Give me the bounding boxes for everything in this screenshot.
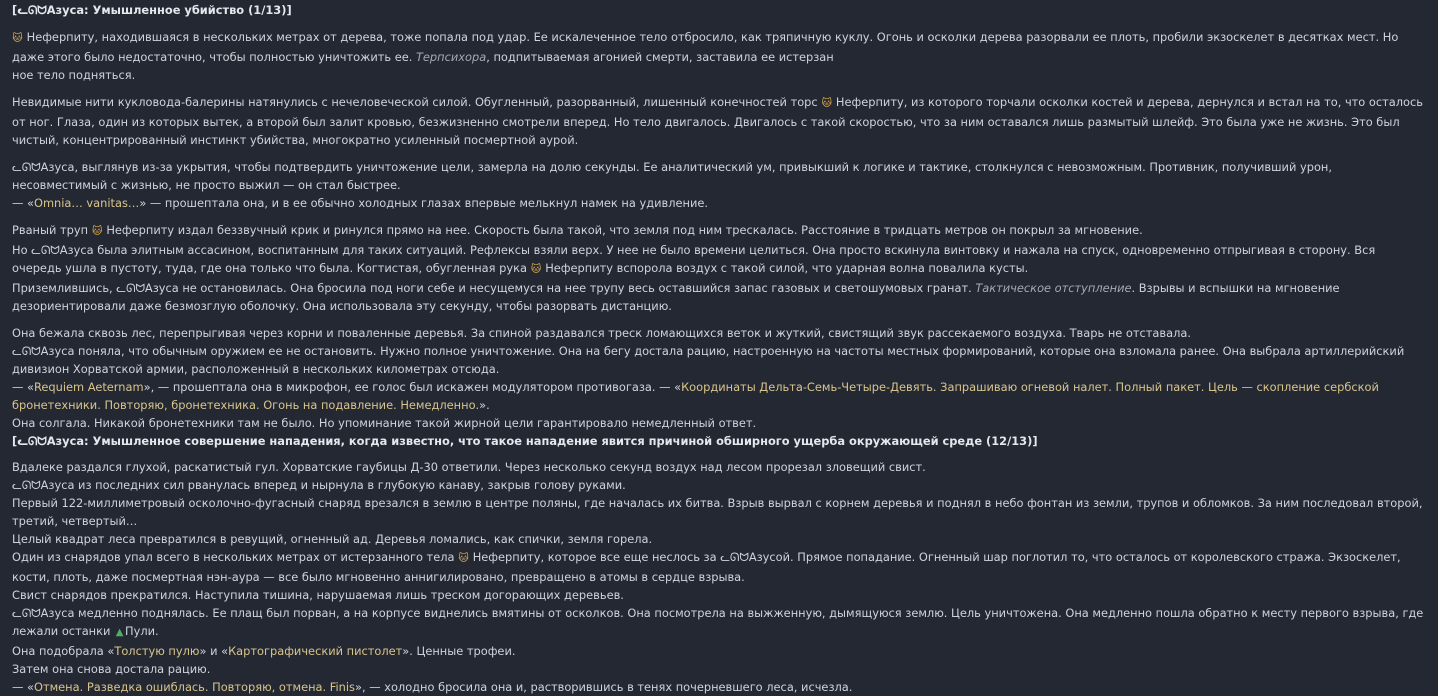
quoted-speech: Координаты Дельта-Семь-Четыре-Девять. Запрашиваю огневой налет. Полный пакет. Цель — скопление сербской бронетехники. Повторяю, бронетехника. Огонь на подавление. Немедленно.: [12, 380, 1379, 412]
evergreen-tree-icon: ▲: [115, 627, 124, 638]
italic-text: Терпсихора: [415, 50, 487, 64]
cat-face-icon: 🐱: [12, 33, 23, 44]
item-name: Толстую пулю: [114, 644, 200, 658]
section-header-environmental-damage: [ᓚᘏᗢАзуса: Умышленное совершение нападения, когда известно, что такое нападение явится причиной обширного ущерба окружающей среде (12/13)]: [12, 434, 1038, 448]
text: — «: [12, 196, 34, 210]
paragraph-15: Целый квадрат леса превратился в ревущий, огненный ад. Деревья ломались, как спички, земля горела.: [12, 532, 653, 546]
paragraph-14: Первый 122-миллиметровый осколочно-фугасный снаряд врезался в землю в центре поляны, где началась их битва. Взрыв вырвал с корнем деревья и поднял в небо фонтан из земли, трупов и обломков. За ним последовал второй, третий, четвертый…: [12, 496, 1423, 528]
text: Она подобрала «: [12, 644, 115, 658]
text: Но ᓚᘏᗢАзуса была элитным ассасином, воспитанным для таких ситуаций. Рефлексы взяли верх. У нее не было времени целиться. Она просто вскинула винтовку и нажала на спуск, одновременно отпрыгивая в сторону. Вся очередь ушла в пустоту, туда, где она только что была. Когтистая, обугленная рука: [12, 243, 1376, 275]
paragraph-2: [12, 93, 1426, 149]
item-name: Картографический пистолет: [228, 644, 403, 658]
paragraph-5: [12, 221, 1426, 241]
paragraph-1: [12, 28, 1426, 84]
character-name: ᓚᘏᗢАзуса: [17, 434, 85, 448]
text: ᓚᘏᗢАзуса медленно поднялась. Ее плащ был порван, а на корпусе виднелись вмятины от осколков. Она посмотрела на выжженную, дымящуюся землю. Цель уничтожена. Она медленно пошла обратно к месту первого взрыва, где лежали останки: [12, 606, 1424, 638]
text: ». Ценные трофеи.: [402, 644, 516, 658]
quote-omnia-vanitas: [12, 194, 1426, 212]
section-header-premeditated-murder: [ᓚᘏᗢАзуса: Умышленное убийство (1/13)]: [12, 3, 292, 17]
text: Неферпиту, из которого торчали осколки костей и дерева, дернулся и встал на то, что осталось от ног. Глаза, один из которых вытек, а второй был залит кровью, безжизненно смотрели вперед. Но тело двигалось. Двигалось с такой скоростью, что за ним оставался лишь размытый шлейф. Это была уже не жизнь. Это был чистый, концентрированный инстинкт убийства, многократно усиленный посмертной аурой.: [12, 95, 1423, 147]
text: Неферпиту вспорола воздух с такой силой, что ударная волна повалила кусты.: [545, 261, 1029, 275]
paragraph-12: Вдалеке раздался глухой, раскатистый гул. Хорватские гаубицы Д-30 ответили. Через несколько секунд воздух над лесом прорезал зловещий свист.: [12, 460, 926, 474]
character-name: ᓚᘏᗢАзуса: [17, 3, 85, 17]
radio-call-quote: [12, 378, 1426, 414]
text: — «: [12, 380, 34, 394]
paragraph-6: [12, 241, 1426, 279]
quote-finis: [12, 678, 1426, 696]
cat-face-icon: 🐱: [458, 553, 469, 564]
quoted-speech: Omnia… vanitas…: [33, 196, 140, 210]
header-text: Умышленное убийство (1/13): [92, 3, 287, 17]
cat-face-icon: 🐱: [530, 264, 542, 275]
text: Неферпиту издал беззвучный крик и ринулся прямо на нее. Скорость была такой, что земля под ним трескалась. Расстояние в тридцать метров он покрыл за мгновение.: [106, 223, 1143, 237]
paragraph-3: ᓚᘏᗢАзуса, выглянув из-за укрытия, чтобы подтвердить уничтожение цели, замерла на долю секунды. Ее аналитический ум, привыкший к логике и тактике, столкнулся с невозможным. Противник, получивший урон, несовместимый с жизнью, не просто выжил — он стал быстрее.: [12, 160, 1332, 192]
quoted-speech: Отмена. Разведка ошиблась. Повторяю, отмена. Finis: [33, 680, 355, 694]
paragraph-19: [12, 642, 1426, 660]
text: — «: [12, 680, 34, 694]
text: Один из снарядов упал всего в нескольких метрах от истерзанного тела: [12, 550, 459, 564]
paragraph-13: ᓚᘏᗢАзуса из последних сил рванулась вперед и нырнула в глубокую канаву, закрыв голову руками.: [12, 478, 626, 492]
text: Неферпиту, находившаяся в нескольких метрах от дерева, тоже попала под удар. Ее искалеченное тело отбросило, как тряпичную куклу. Огонь и осколки дерева разорвали ее плоть, пробили экзоскелет в десятках мест. Но даже этого было недостаточно, чтобы полностью уничтожить ее.: [12, 30, 1399, 64]
text: Пули.: [125, 624, 159, 638]
paragraph-8: Она бежала сквозь лес, перепрыгивая через корни и поваленные деревья. За спиной раздавался треск ломающихся веток и жуткий, свистящий звук рассекаемого воздуха. Тварь не отставала.: [12, 326, 1191, 340]
text: », — прошептала она в микрофон, ее голос был искажен модулятором противогаза. — «: [143, 380, 682, 394]
paragraph-18: [12, 604, 1426, 642]
text: ».: [479, 398, 490, 412]
quoted-speech: Requiem Aeternam: [33, 380, 144, 394]
text: Неферпиту, которое все еще неслось за ᓚᘏᗢАзусой. Прямое попадание. Огненный шар поглотил то, что осталось от королевского стража. Экзоскелет, кости, плоть, даже посмертная нэн-аура — все было мгновенно аннигилировано, превращено в атомы в сердце взрыва.: [12, 550, 1401, 584]
text: . Взрывы и вспышки на мгновение дезориентировали даже безмозглую оболочку. Она использовала эту секунду, чтобы разорвать дистанцию.: [12, 281, 1340, 313]
text: , подпитываемая агонией смерти, заставила ее истерзан: [486, 50, 834, 64]
paragraph-16: [12, 548, 1426, 586]
text: », — холодно бросила она и, растворившись в тенях почерневшего леса, исчезла.: [354, 680, 853, 694]
italic-text: Тактическое отступление: [975, 281, 1132, 295]
paragraph-11: Она солгала. Никакой бронетехники там не было. Но упоминание такой жирной цели гарантировало немедленный ответ.: [12, 416, 757, 430]
paragraph-20: Затем она снова достала рацию.: [12, 662, 211, 676]
header-text: Умышленное совершение нападения, когда известно, что такое нападение явится причиной обширного ущерба окружающей среде (12/13): [92, 434, 1033, 448]
cat-face-icon: 🐱: [821, 98, 833, 109]
text: ное тело подняться.: [12, 68, 136, 82]
paragraph-9: ᓚᘏᗢАзуса поняла, что обычным оружием ее не остановить. Нужно полное уничтожение. Она на бегу достала рацию, настроенную на частоты местных формирований, которые она взломала ранее. Она выбрала артиллерийский дивизион Хорватской армии, расположенный в нескольких километрах отсюда.: [12, 344, 1405, 376]
paragraph-7: [12, 279, 1426, 315]
text: Приземлившись, ᓚᘏᗢАзуса не остановилась. Она бросила под ноги себе и несущемуся на нее трупу весь оставшийся запас газовых и светошумовых гранат.: [12, 281, 976, 295]
text: » и «: [199, 644, 229, 658]
cat-face-icon: 🐱: [91, 226, 103, 237]
text: Невидимые нити кукловода-балерины натянулись с нечеловеческой силой. Обугленный, разорванный, лишенный конечностей торс: [12, 95, 822, 109]
text: Рваный труп: [12, 223, 92, 237]
text: » — прошептала она, и в ее обычно холодных глазах впервые мелькнул намек на удивление.: [139, 196, 708, 210]
paragraph-17: Свист снарядов прекратился. Наступила тишина, нарушаемая лишь треском догорающих деревьев.: [12, 588, 624, 602]
